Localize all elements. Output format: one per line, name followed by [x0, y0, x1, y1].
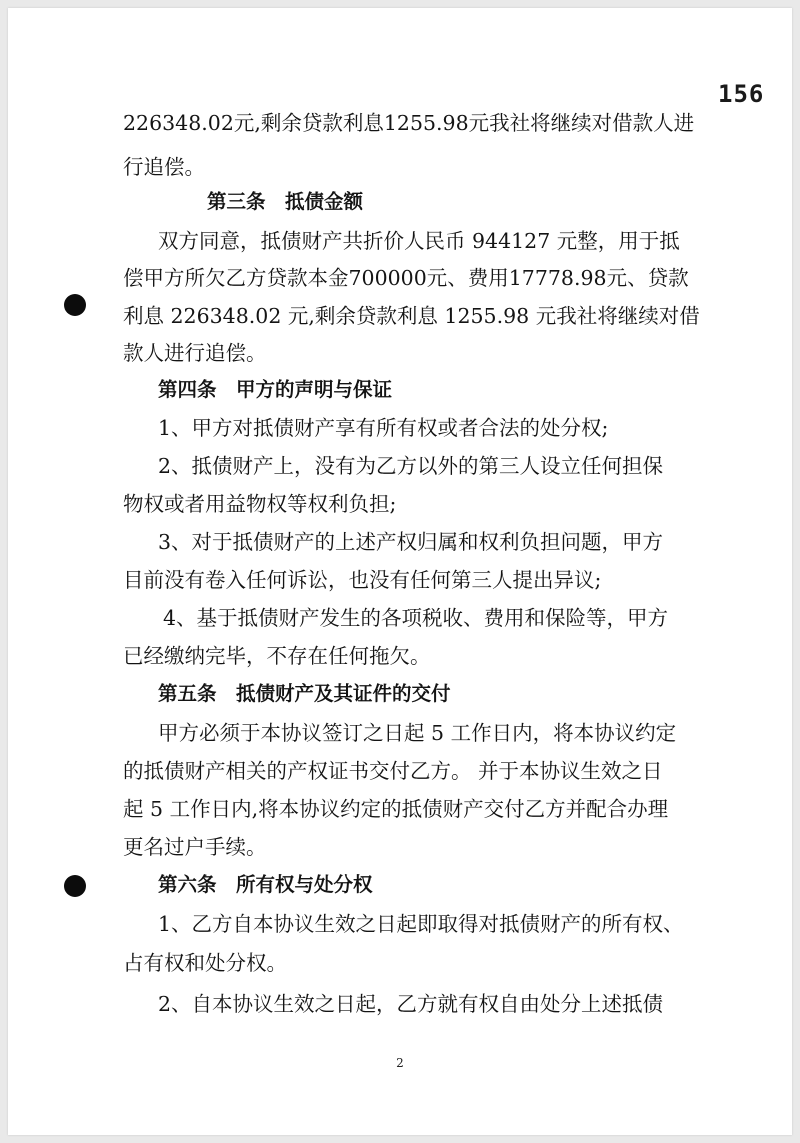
section-heading-article-4: 第四条 甲方的声明与保证	[158, 378, 393, 401]
section-heading-article-5: 第五条 抵债财产及其证件的交付	[158, 682, 451, 705]
text-line: 利息 226348.02 元,剩余贷款利息 1255.98 元我社将继续对借	[123, 304, 700, 328]
text-line: 的抵债财产相关的产权证书交付乙方。 并于本协议生效之日	[123, 759, 663, 783]
section-heading-article-3: 第三条 抵债金额	[207, 190, 364, 213]
footer-page-number: 2	[396, 1056, 404, 1070]
text-line: 更名过户手续。	[123, 835, 267, 859]
text-line: 目前没有卷入任何诉讼，也没有任何第三人提出异议;	[123, 568, 602, 592]
section-heading-article-6: 第六条 所有权与处分权	[158, 873, 373, 896]
text-line: 物权或者用益物权等权利负担;	[123, 492, 397, 516]
text-line: 1、甲方对抵债财产享有所有权或者合法的处分权;	[158, 416, 609, 440]
text-line: 占有权和处分权。	[123, 951, 287, 975]
text-line: 3、对于抵债财产的上述产权归属和权利负担问题，甲方	[158, 530, 664, 554]
text-line: 4、基于抵债财产发生的各项税收、费用和保险等，甲方	[163, 606, 669, 630]
text-line: 款人进行追偿。	[123, 341, 267, 365]
text-line: 1、乙方自本协议生效之日起即取得对抵债财产的所有权、	[158, 912, 684, 936]
text-line: 起 5 工作日内,将本协议约定的抵债财产交付乙方并配合办理	[123, 797, 669, 821]
document-page	[8, 8, 792, 1135]
binding-hole-mark	[64, 294, 86, 316]
page-stamp-number: 156	[718, 80, 765, 108]
text-line: 已经缴纳完毕，不存在任何拖欠。	[123, 644, 431, 668]
text-line: 226348.02元,剩余贷款利息1255.98元我社将继续对借款人进	[123, 111, 695, 135]
text-line: 甲方必须于本协议签订之日起 5 工作日内，将本协议约定	[158, 721, 677, 745]
text-line: 行追偿。	[123, 155, 205, 179]
text-line: 双方同意，抵债财产共折价人民币 944127 元整，用于抵	[158, 229, 680, 253]
text-line: 2、自本协议生效之日起，乙方就有权自由处分上述抵债	[158, 992, 664, 1016]
text-line: 偿甲方所欠乙方贷款本金700000元、费用17778.98元、贷款	[123, 266, 689, 290]
text-line: 2、抵债财产上，没有为乙方以外的第三人设立任何担保	[158, 454, 664, 478]
binding-hole-mark	[64, 875, 86, 897]
